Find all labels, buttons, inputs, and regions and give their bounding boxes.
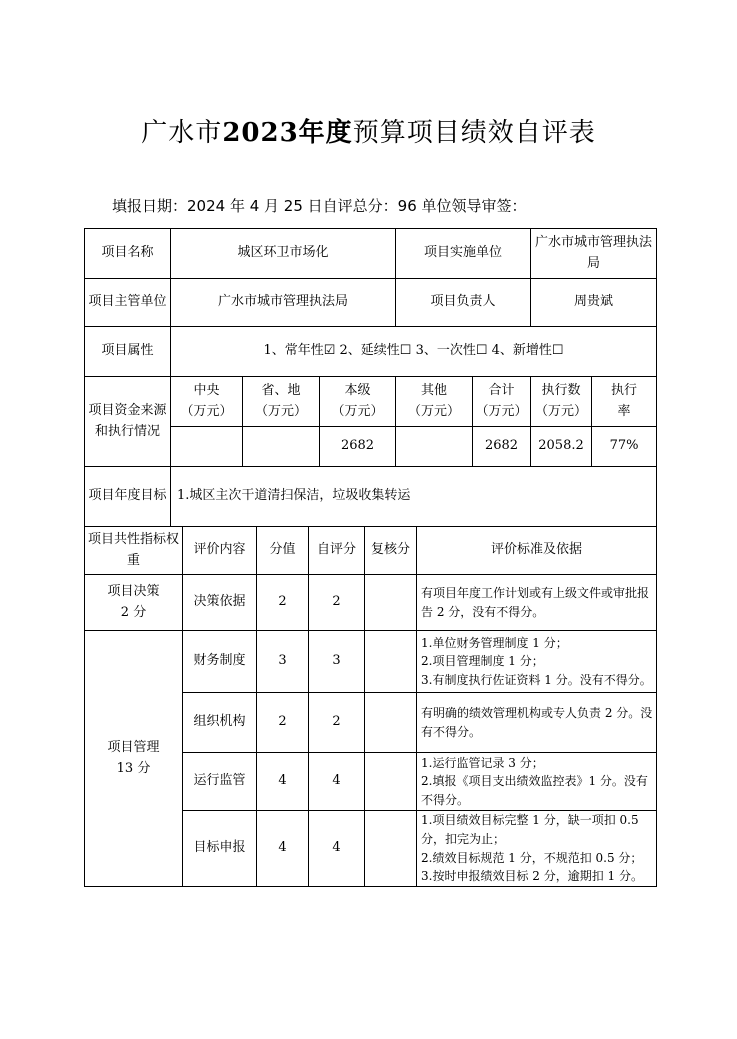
eval-content: 决策依据: [183, 575, 257, 631]
eval-self-score: 4: [309, 811, 365, 887]
eval-score: 4: [257, 753, 309, 811]
eval-score: 4: [257, 811, 309, 887]
fund-value: [171, 427, 243, 467]
eval-header-standard: 评价标准及依据: [417, 527, 657, 575]
eval-header-review: 复核分: [365, 527, 417, 575]
project-name-value: 城区环卫市场化: [171, 229, 396, 279]
eval-header-content: 评价内容: [183, 527, 257, 575]
eval-self-score: 3: [309, 631, 365, 693]
fund-value: 2058.2: [531, 427, 592, 467]
fund-header: 本级 （万元）: [320, 377, 396, 427]
fund-header: 其他 （万元）: [396, 377, 473, 427]
eval-content: 目标申报: [183, 811, 257, 887]
attr-label: 项目属性: [85, 327, 171, 377]
eval-standard: 1.单位财务管理制度 1 分； 2.项目管理制度 1 分； 3.有制度执行佐证资料 1 分。没有不得分。: [417, 631, 657, 693]
goal-label: 项目年度目标: [85, 467, 171, 527]
eval-header-self: 自评分: [309, 527, 365, 575]
eval-standard: 1.项目绩效目标完整 1 分，缺一项扣 0.5 分，扣完为止； 2.绩效目标规范 1 分，不规范扣 0.5 分； 3.按时申报绩效目标 2 分，逾期扣 1 分。: [417, 811, 657, 887]
eval-score: 3: [257, 631, 309, 693]
eval-content: 运行监管: [183, 753, 257, 811]
fill-info-line: 填报日期：2024 年 4 月 25 日自评总分：96 单位领导审签：: [112, 197, 527, 215]
fund-value: 2682: [320, 427, 396, 467]
attr-value: 1、常年性☑ 2、延续性☐ 3、一次性☐ 4、新增性☐: [171, 327, 657, 377]
group-decision: 项目决策 2 分: [85, 575, 183, 631]
eval-content: 财务制度: [183, 631, 257, 693]
impl-unit-label: 项目实施单位: [396, 229, 531, 279]
evaluation-table: [84, 526, 657, 887]
group-management: 项目管理 13 分: [85, 631, 183, 887]
eval-review-score: [365, 811, 417, 887]
fund-value: 77%: [592, 427, 657, 467]
eval-review-score: [365, 575, 417, 631]
eval-header-weight: 项目共性指标权重: [85, 527, 183, 575]
eval-review-score: [365, 693, 417, 753]
supervisor-label: 项目主管单位: [85, 279, 171, 327]
eval-self-score: 2: [309, 575, 365, 631]
eval-standard: 有项目年度工作计划或有上级文件或审批报告 2 分，没有不得分。: [417, 575, 657, 631]
eval-standard: 1.运行监管记录 3 分； 2.填报《项目支出绩效监控表》1 分。没有不得分。: [417, 753, 657, 811]
fund-header: 执行 率: [592, 377, 657, 427]
eval-header-score: 分值: [257, 527, 309, 575]
eval-standard: 有明确的绩效管理机构或专人负责 2 分。没有不得分。: [417, 693, 657, 753]
manager-label: 项目负责人: [396, 279, 531, 327]
project-name-label: 项目名称: [85, 229, 171, 279]
fund-header: 执行数 （万元）: [531, 377, 592, 427]
eval-content: 组织机构: [183, 693, 257, 753]
page-title: [0, 112, 737, 149]
eval-self-score: 4: [309, 753, 365, 811]
fund-value: 2682: [473, 427, 531, 467]
title-city: 广水市: [141, 118, 223, 148]
fund-header: 省、地 （万元）: [243, 377, 320, 427]
title-main: 预算项目绩效自评表: [352, 118, 596, 148]
title-year: 2023年度: [222, 118, 353, 148]
eval-score: 2: [257, 693, 309, 753]
goal-value: 1.城区主次干道清扫保洁，垃圾收集转运: [171, 467, 657, 527]
manager-value: 周贵斌: [531, 279, 657, 327]
fund-value: [243, 427, 320, 467]
fund-header: 合计 （万元）: [473, 377, 531, 427]
supervisor-value: 广水市城市管理执法局: [171, 279, 396, 327]
eval-score: 2: [257, 575, 309, 631]
impl-unit-value: 广水市城市管理执法局: [531, 229, 657, 279]
fund-header: 中央 （万元）: [171, 377, 243, 427]
eval-review-score: [365, 631, 417, 693]
eval-review-score: [365, 753, 417, 811]
fund-value: [396, 427, 473, 467]
fund-label: 项目资金来源和执行情况: [85, 377, 171, 467]
project-info-table: [84, 228, 657, 527]
eval-self-score: 2: [309, 693, 365, 753]
